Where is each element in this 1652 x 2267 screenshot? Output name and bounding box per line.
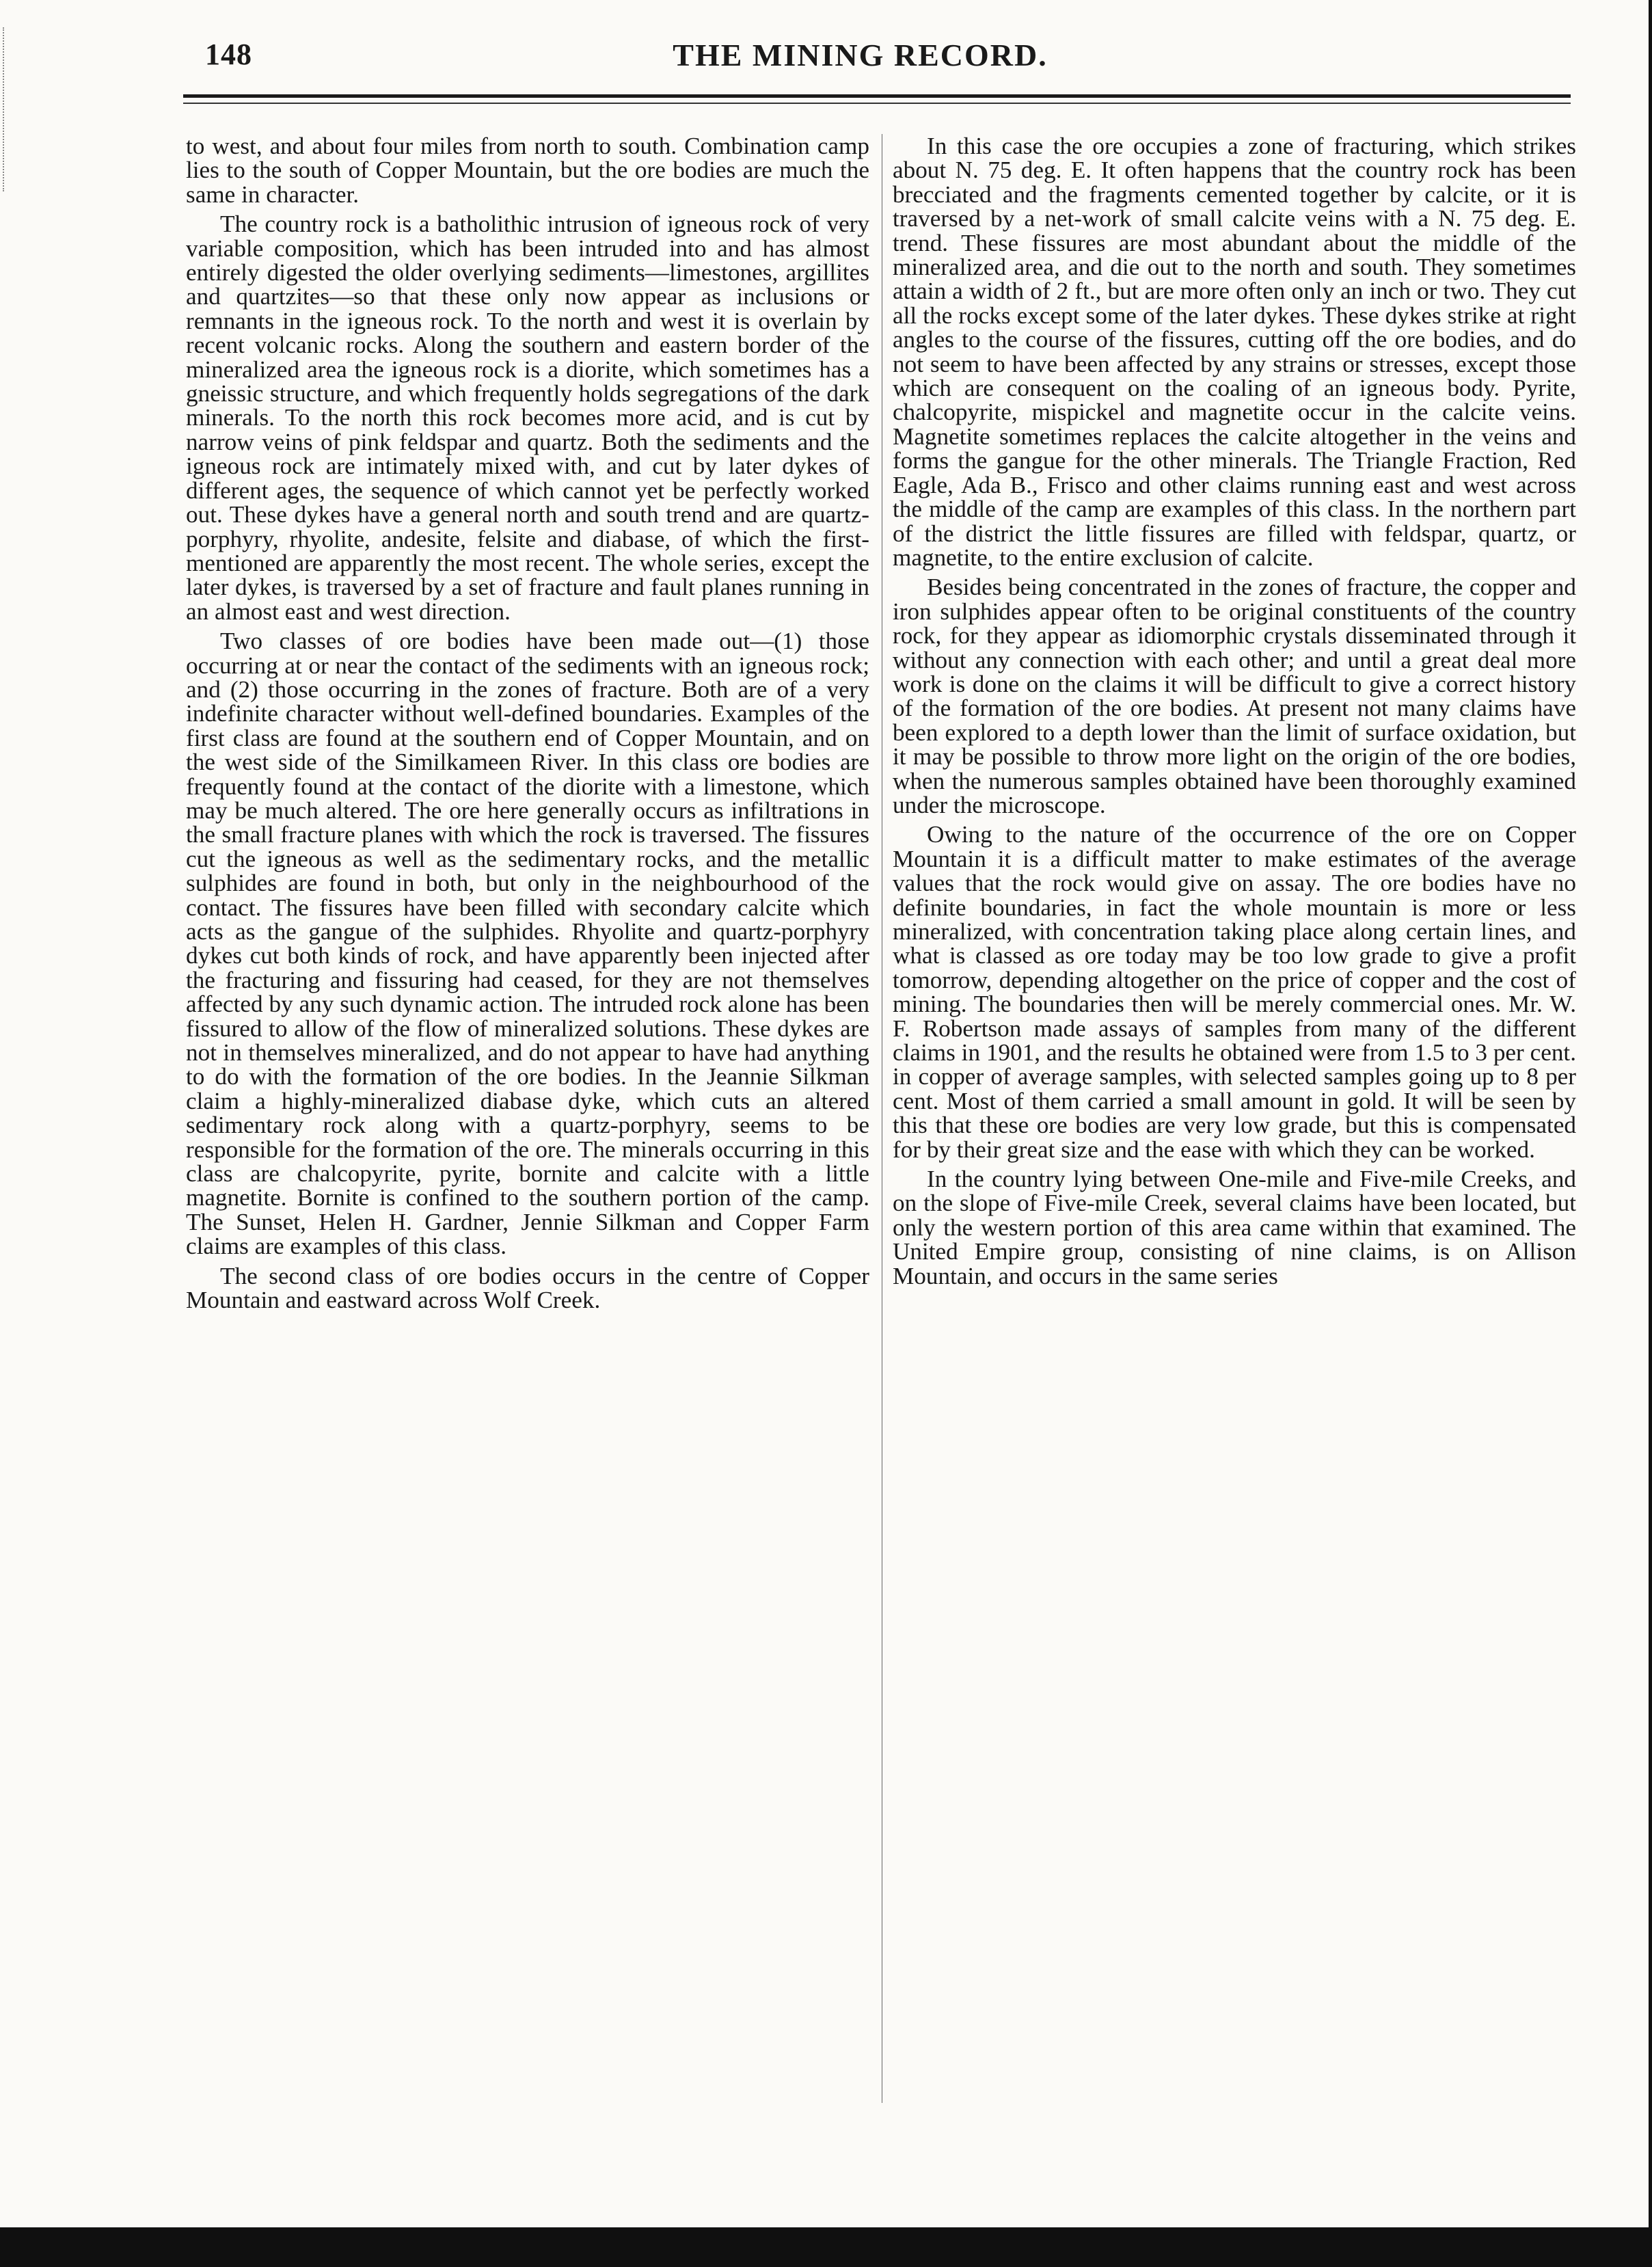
paragraph: Owing to the nature of the occurrence of the ore on Copper Mountain it is a difficult matter to make estimates of the average values that the rock would give on assay. The ore bodies have no definite boundaries, in fact the whole mountain is more or less mineralized, with concentration taking place along certain lines, and what is classed as ore today may be too low grade to give a profit tomorrow, depending altogether on the price of copper and the cost of mining. The boundaries then will be merely commercial ones. Mr. W. F. Robertson made assays of samples from many of the different claims in 1901, and the results he obtained were from 1.5 to 3 per cent. in copper of average samples, with selected samples going up to 8 per cent. Most of them carried a small amount in gold. It will be seen by this that these ore bodies are very low grade, but this is compensated for by their great size and the ease with which they can be worked. <box>893 821 1576 1163</box>
page-edge-right <box>1649 0 1652 2267</box>
page-edge-bottom <box>0 2227 1652 2267</box>
header-rule <box>183 94 1571 98</box>
header-rule-thin <box>183 103 1571 104</box>
paragraph: The second class of ore bodies occurs in the centre of Copper Mountain and eastward across Wolf Creek. <box>186 1262 869 1314</box>
left-column <box>186 134 869 1318</box>
paragraph: In the country lying between One-mile and Five-mile Creeks, and on the slope of Five-mile Creek, several claims have been located, but only the western portion of this area came within that examined. The United Empire group, consisting of nine claims, is on Allison Mountain, and occurs in the same series <box>893 1166 1576 1289</box>
paragraph: The country rock is a batholithic intrusion of igneous rock of very variable composition, which has been intruded into and has almost entirely digested the older overlying sediments—limestones, argillites and quartzites—so that these only now appear as inclusions or remnants in the igneous rock. To the north and west it is overlain by recent volcanic rocks. Along the southern and eastern border of the mineralized area the igneous rock is a diorite, which sometimes has a gneissic structure, and which frequently holds segregations of the dark minerals. To the north this rock becomes more acid, and is cut by narrow veins of pink feldspar and quartz. Both the sediments and the igneous rock are intimately mixed with, and cut by later dykes of different ages, the sequence of which cannot yet be perfectly worked out. These dykes have a general north and south trend and are quartz-porphyry, rhyolite, andesite, felsite and diabase, of which the first-mentioned are apparently the most recent. The whole series, except the later dykes, is traversed by a set of fracture and fault planes running in an almost east and west direction. <box>186 211 869 625</box>
right-column <box>893 134 1576 1293</box>
paragraph: Two classes of ore bodies have been made out—(1) those occurring at or near the contact of the sediments with an igneous rock; and (2) those occurring in the zones of fracture. Both are of a very indefinite character without well-defined boundaries. Examples of the first class are found at the southern end of Copper Mountain, and on the west side of the Similkameen River. In this class ore bodies are frequently found at the contact of the diorite with a limestone, which may be much altered. The ore here generally occurs as infiltrations in the small fracture planes with which the rock is traversed. The fissures cut the igneous as well as the sedimentary rocks, and the metallic sulphides are found in both, but only in the neighbourhood of the contact. The fissures have been filled with secondary calcite which acts as the gangue of the sulphides. Rhyolite and quartz-porphyry dykes cut both kinds of rock, and have apparently been injected after the fracturing and fissuring had ceased, for they are not themselves affected by any such dynamic action. The intruded rock alone has been fissured to allow of the flow of mineralized solutions. These dykes are not in themselves mineralized, and do not appear to have had anything to do with the formation of the ore bodies. In the Jeannie Silkman claim a highly-mineralized diabase dyke, which cuts an altered sedimentary rock along with a quartz-porphyry, seems to be responsible for the formation of the ore. The minerals occurring in this class are chalcopyrite, pyrite, bornite and calcite with a little magnetite. Bornite is confined to the southern portion of the camp. The Sunset, Helen H. Gardner, Jennie Silkman and Copper Farm claims are examples of this class. <box>186 628 869 1260</box>
paragraph: Besides being concentrated in the zones of fracture, the copper and iron sulphides appear often to be original constituents of the country rock, for they appear as idiomorphic crystals disseminated through it without any connection with each other; and until a great deal more work is done on the claims it will be difficult to give a correct history of the formation of the ore bodies. At present not many claims have been explored to a depth lower than the limit of surface oxidation, but it may be possible to throw more light on the origin of the ore bodies, when the numerous samples obtained have been thoroughly examined under the microscope. <box>893 574 1576 818</box>
paragraph: to west, and about four miles from north to south. Combination camp lies to the south of Copper Mountain, but the ore bodies are much the same in character. <box>186 133 869 208</box>
paragraph: In this case the ore occupies a zone of fracturing, which strikes about N. 75 deg. E. It often happens that the country rock has been brecciated and the fragments cemented together by calcite, or it is traversed by a net-work of small calcite veins with a N. 75 deg. E. trend. These fissures are most abundant about the middle of the mineralized area, and die out to the north and south. They sometimes attain a width of 2 ft., but are more often only an inch or two. They cut all the rocks except some of the later dykes. These dykes strike at right angles to the course of the fissures, cutting off the ore bodies, and do not seem to have been affected by any strains or stresses, except those which are consequent on the coaling of an igneous body. Pyrite, chalcopyrite, mispickel and magnetite occur in the calcite veins. Magnetite sometimes replaces the calcite altogether in the veins and forms the gangue for the other minerals. The Triangle Fraction, Red Eagle, Ada B., Frisco and other claims running east and west across the middle of the camp are examples of this class. In the northern part of the district the little fissures are filled with feldspar, quartz, or magnetite, to the entire exclusion of calcite. <box>893 133 1576 571</box>
page-number: 148 <box>205 38 252 71</box>
running-head-title: THE MINING RECORD. <box>673 38 1048 72</box>
